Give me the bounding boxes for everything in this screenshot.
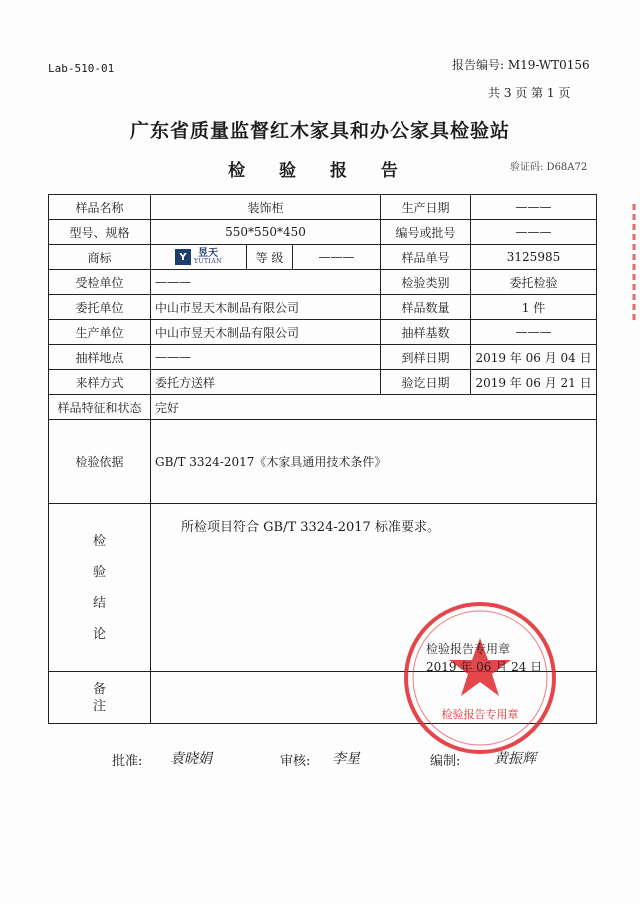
- quantity-label: 样品数量: [381, 295, 471, 320]
- approve-signature: 袁晓娟: [170, 751, 212, 767]
- producer-value: 中山市昱天木制品有限公司: [151, 320, 381, 345]
- brand-logo-icon: Y: [175, 249, 191, 265]
- category-value: 委托检验: [471, 270, 597, 295]
- completion-date-label: 验讫日期: [381, 370, 471, 395]
- page-title: 广东省质量监督红木家具和办公家具检验站: [129, 120, 510, 142]
- arrival-date-value: 2019 年 06 月 04 日: [471, 345, 597, 370]
- condition-value: 完好: [151, 395, 597, 420]
- remarks-label: [49, 672, 151, 724]
- brand-en: YUTIAN: [194, 258, 222, 266]
- inspected-unit-label: 受检单位: [49, 270, 151, 295]
- completion-date-value: 2019 年 06 月 21 日: [471, 370, 597, 395]
- sample-no-label: 样品单号: [381, 245, 471, 270]
- conclusion-char: 论: [92, 626, 106, 642]
- basis-value: GB/T 3324-2017《木家具通用技术条件》: [151, 420, 597, 504]
- review-label: 审核:: [280, 754, 311, 769]
- compile-signature: 黄振辉: [494, 751, 536, 767]
- page-indicator: 共 3 页 第 1 页: [488, 86, 571, 100]
- sample-no-value: 3125985: [471, 245, 597, 270]
- stamp-date: 2019 年 06 月 24 日: [426, 660, 543, 674]
- grade-label: 等 级: [247, 245, 293, 270]
- stamp-caption: 检验报告专用章: [441, 708, 519, 721]
- conclusion-value: 所检项目符合 GB/T 3324-2017 标准要求。: [151, 504, 597, 672]
- verification-code: 验证码: D68A72: [510, 162, 588, 173]
- grade-value: ———: [293, 245, 381, 270]
- condition-label: 样品特征和状态: [49, 395, 151, 420]
- sampling-place-label: 抽样地点: [49, 345, 151, 370]
- compile-label: 编制:: [430, 754, 461, 769]
- sample-name-value: 装饰柜: [151, 195, 381, 220]
- model-value: 550*550*450: [151, 220, 381, 245]
- client-value: 中山市昱天木制品有限公司: [151, 295, 381, 320]
- approve-label: 批准:: [112, 754, 143, 769]
- conclusion-char: 结: [92, 595, 106, 611]
- prod-date-value: ———: [471, 195, 597, 220]
- basis-label: 检验依据: [49, 420, 151, 504]
- batch-label: 编号或批号: [381, 220, 471, 245]
- conclusion-char: 检: [92, 533, 106, 549]
- batch-value: ———: [471, 220, 597, 245]
- lab-code: Lab-510-01: [48, 62, 115, 75]
- official-stamp: [400, 598, 560, 758]
- inspected-unit-value: ———: [151, 270, 381, 295]
- seam-stamp: [628, 204, 640, 322]
- client-label: 委托单位: [49, 295, 151, 320]
- model-label: 型号、规格: [49, 220, 151, 245]
- report-subtitle: 检 验 报 告: [228, 161, 412, 181]
- remarks-char: 备: [92, 681, 106, 697]
- sampling-base-label: 抽样基数: [381, 320, 471, 345]
- sampling-base-value: ———: [471, 320, 597, 345]
- delivery-label: 来样方式: [49, 370, 151, 395]
- review-signature: 李星: [332, 751, 360, 767]
- quantity-value: 1 件: [471, 295, 597, 320]
- brand-cn: 昱天: [197, 248, 218, 260]
- prod-date-label: 生产日期: [381, 195, 471, 220]
- producer-label: 生产单位: [49, 320, 151, 345]
- brand-label: 商标: [49, 245, 151, 270]
- report-number: 报告编号: M19-WT0156: [452, 58, 590, 72]
- remarks-char: 注: [92, 698, 106, 714]
- conclusion-char: 验: [92, 564, 106, 580]
- brand-logo: [151, 245, 247, 270]
- category-label: 检验类别: [381, 270, 471, 295]
- delivery-value: 委托方送样: [151, 370, 381, 395]
- sampling-place-value: ———: [151, 345, 381, 370]
- sample-name-label: 样品名称: [49, 195, 151, 220]
- arrival-date-label: 到样日期: [381, 345, 471, 370]
- conclusion-label: [49, 504, 151, 672]
- stamp-overlay-text: 检验报告专用章: [426, 642, 511, 656]
